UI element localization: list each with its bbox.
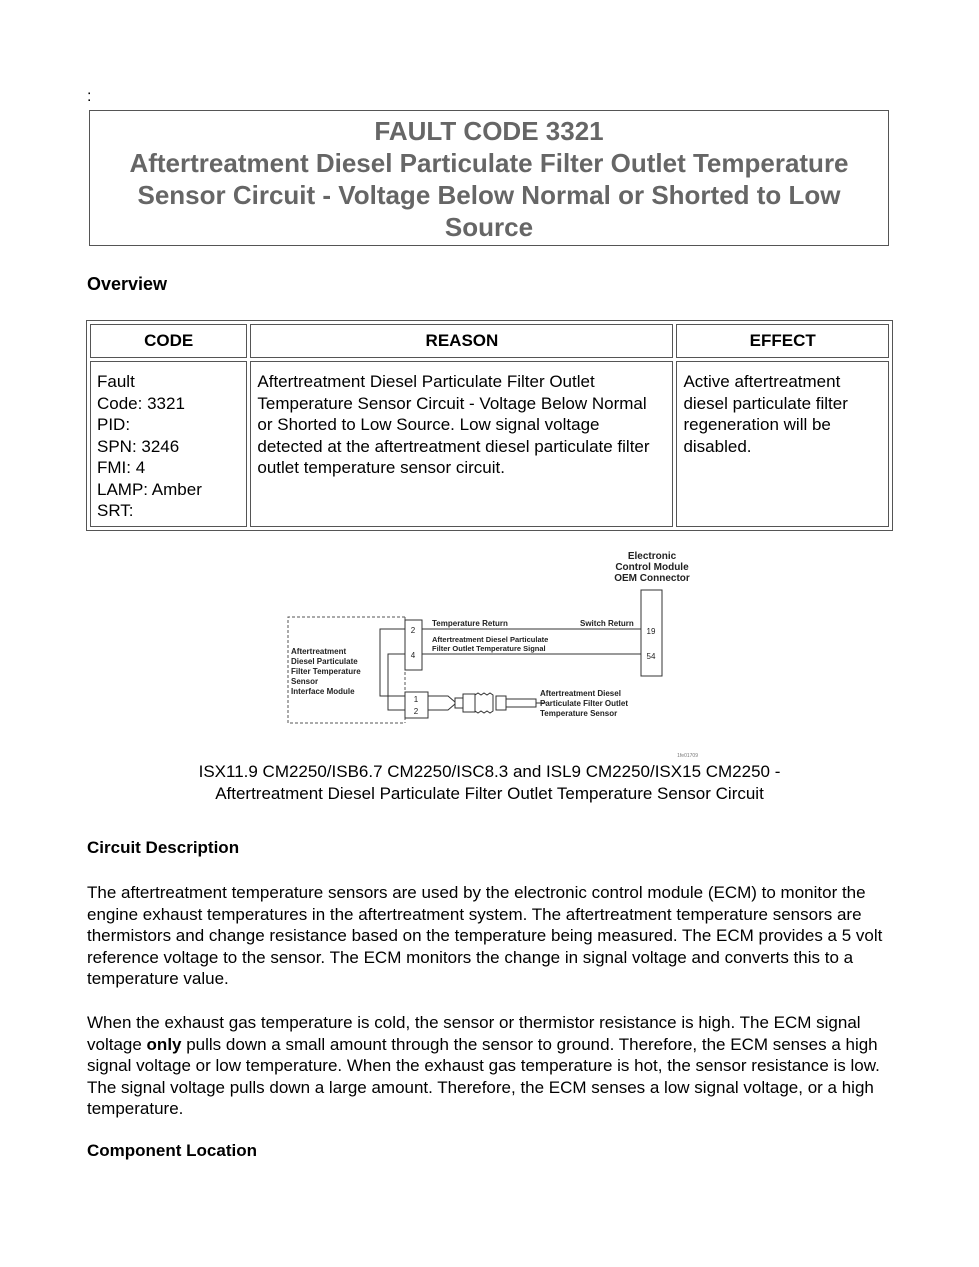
paragraph-text: When the exhaust gas temperature is cold, the sensor or thermistor resistance is high. The ECM signal voltage [87, 1013, 861, 1054]
emphasis-text: only [146, 1034, 182, 1054]
code-line: LAMP: Amber [97, 479, 202, 499]
fault-code-subtitle: Aftertreatment Diesel Particulate Filter Outlet Temperature Sensor Circuit - Voltage Below Normal or Shorted to Low Source [129, 148, 849, 242]
code-line: Fault [97, 372, 135, 391]
fault-code-title: FAULT CODE 3321 [374, 116, 604, 146]
table-header-row [90, 324, 889, 358]
code-line: PID: [97, 415, 131, 434]
column-header-code: CODE [90, 324, 247, 358]
code-line: Code: 3321 [97, 393, 185, 413]
ecm-label: OEM Connector [614, 573, 690, 584]
switch-return-label: Switch Return [580, 619, 634, 628]
signal-label: Filter Outlet Temperature Signal [432, 644, 546, 653]
table-row [90, 361, 889, 527]
temperature-sensor-icon [455, 693, 546, 713]
sensor-label: Aftertreatment Diesel [540, 689, 621, 698]
leading-colon: : [87, 88, 92, 105]
overview-table [86, 320, 893, 531]
circuit-diagram [280, 548, 710, 760]
module-label: Filter Temperature [291, 667, 361, 676]
code-line: SRT: [97, 501, 134, 520]
effect-cell: Active aftertreatment diesel particulate filter regeneration will be disabled. [676, 361, 889, 527]
module-label: Diesel Particulate [291, 657, 358, 666]
circuit-paragraph-1: The aftertreatment temperature sensors are used by the electronic control module (ECM) to monitor the engine exhaust temperatures in the aftertreatment system. The aftertreatment temperature sensors are thermistors and change resistance based on the temperature being measured. The ECM provides a 5 volt reference voltage to the sensor. The ECM monitors the change in signal voltage and converts this to a temperature value. [87, 883, 883, 988]
caption-line: ISX11.9 CM2250/ISB6.7 CM2250/ISC8.3 and ISL9 CM2250/ISX15 CM2250 - [198, 762, 781, 781]
figure-caption [100, 761, 879, 805]
signal-label: Aftertreatment Diesel Particulate [432, 635, 549, 644]
module-label: Sensor [291, 677, 319, 686]
sensor-wire [428, 696, 455, 702]
internal-wire [380, 629, 405, 696]
module-label: Aftertreatment [291, 647, 347, 656]
component-location-heading: Component Location [87, 1141, 257, 1160]
sensor-label: Particulate Filter Outlet [540, 699, 629, 708]
figure-id: 1fe01709 [677, 753, 698, 759]
code-line: FMI: 4 [97, 458, 146, 477]
pin-4: 4 [410, 651, 416, 660]
pin-2-upper: 2 [410, 626, 416, 635]
reason-cell: Aftertreatment Diesel Particulate Filter Outlet Temperature Sensor Circuit - Voltage Below Normal or Shorted to Low Source. Low signal voltage detected at the aftertreatment diesel particulate filter outlet temperature sensor circuit. [250, 361, 673, 527]
column-header-reason: REASON [250, 324, 673, 358]
circuit-paragraph-2 [87, 1012, 887, 1120]
circuit-description-heading: Circuit Description [87, 838, 240, 857]
ecm-label: Electronic [627, 551, 677, 562]
internal-wire [388, 654, 405, 710]
code-cell [90, 361, 247, 527]
pin-19: 19 [646, 627, 656, 636]
code-line: SPN: 3246 [97, 436, 180, 456]
sensor-label: Temperature Sensor [540, 709, 618, 718]
fault-code-title-box [89, 110, 889, 246]
caption-line: Aftertreatment Diesel Particulate Filter Outlet Temperature Sensor Circuit [215, 784, 764, 803]
pin-54: 54 [646, 652, 656, 661]
ecm-label: Control Module [615, 562, 689, 573]
sensor-wire [428, 704, 455, 710]
overview-heading: Overview [87, 274, 168, 294]
module-label: Interface Module [291, 687, 355, 696]
paragraph-text: pulls down a small amount through the sensor to ground. Therefore, the ECM senses a high signal voltage or low temperature. When the exhaust gas temperature is hot, the sensor resistance is low. The signal voltage pulls down a large amount. Therefore, the ECM senses a low signal voltage, or a high temperature. [87, 1034, 880, 1118]
pin-2-lower: 2 [413, 707, 419, 716]
temperature-return-label: Temperature Return [432, 619, 508, 628]
pin-1: 1 [413, 695, 419, 704]
column-header-effect: EFFECT [676, 324, 889, 358]
